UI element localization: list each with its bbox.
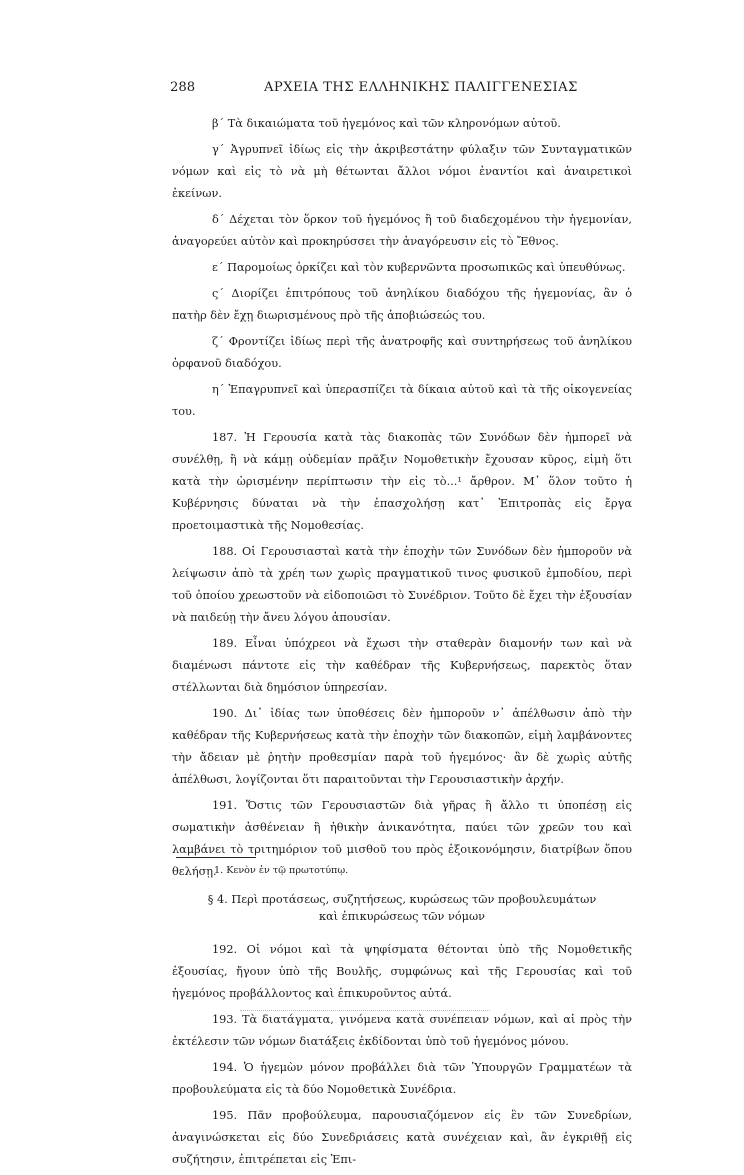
article-paragraph: 193. Τὰ διατάγματα, γινόμενα κατὰ συνέπειαν νόμων, καὶ αἱ πρὸς τὴν ἐκτέλεσιν τῶν νόμων διατάξεις ἐκδίδονται ὑπὸ τοῦ ἡγεμόνος μόνου. <box>172 1013 632 1048</box>
list-item: ε΄ Παρομοίως ὁρκίζει καὶ τὸν κυβερνῶντα προσωπικῶς καὶ ὑπευθύνως. <box>212 261 626 274</box>
running-title: ΑΡΧΕΙΑ ΤΗΣ ΕΛΛΗΝΙΚΗΣ ΠΑΛΙΓΓΕΝΕΣΙΑΣ <box>264 80 578 95</box>
article-paragraph: 187. Ἡ Γερουσία κατὰ τὰς διακοπὰς τῶν Συνόδων δὲν ἠμπορεῖ νὰ συνέλθῃ, ἢ νὰ κάμῃ οὐδεμίαν πρᾶξιν Νομοθετικὴν ἔχουσαν κῦρος, εἰμὴ ὅτι κατὰ τὴν ὡρισμένην περίπτωσιν τὴν εἰς τὸ...¹ ἄρθρον. Μ᾽ ὅλον τοῦτο ἡ Κυβέρνησις δύναται νὰ τὴν ἐπασχολήσῃ κατ᾽ Ἐπιτροπὰς εἰς ἔργα προετοιμαστικὰ τῆς Νομοθεσίας. <box>172 431 632 532</box>
list-item: β΄ Τὰ δικαιώματα τοῦ ἡγεμόνος καὶ τῶν κληρονόμων αὐτοῦ. <box>212 117 561 130</box>
article-paragraph: 194. Ὁ ἡγεμὼν μόνον προβάλλει διὰ τῶν Ὑπουργῶν Γραμματέων τὰ προβουλεύματα εἰς τὰ δύο Νομοθετικὰ Συνέδρια. <box>172 1061 632 1096</box>
section-heading-line: καὶ ἐπικυρώσεως τῶν νόμων <box>318 910 486 923</box>
article-paragraph: 190. Δι᾽ ἰδίας των ὑποθέσεις δὲν ἠμποροῦν ν᾽ ἀπέλθωσιν ἀπὸ τὴν καθέδραν τῆς Κυβερνήσεως κατὰ τὴν ἐποχὴν τῶν διακοπῶν, εἰμὴ λαμβάνοντες τὴν ἄδειαν μὲ ῥητὴν προθεσμίαν παρὰ τοῦ ἡγεμόνος· ἂν δὲ χωρὶς αὐτῆς ἀπέλθωσι, λογίζονται ὅτι παραιτοῦνται τὴν Γερουσιαστικὴν ἀρχήν. <box>172 707 632 786</box>
list-item: γ΄ Ἀγρυπνεῖ ἰδίως εἰς τὴν ἀκριβεστάτην φύλαξιν τῶν Συνταγματικῶν νόμων καὶ εἰς τὸ νὰ μὴ θέτωνται ἄλλοι νόμοι ἐναντίοι καὶ ἀναιρετικοὶ ἐκείνων. <box>172 143 632 200</box>
list-item: δ΄ Δέχεται τὸν ὅρκον τοῦ ἡγεμόνος ἢ τοῦ διαδεχομένου τὴν ἡγεμονίαν, ἀναγορεύει αὐτὸν καὶ προκηρύσσει τὴν ἀναγόρευσιν εἰς τὸ Ἔθνος. <box>172 213 632 248</box>
footnote: 1. Κενὸν ἐν τῷ πρωτοτύπῳ. <box>214 865 349 876</box>
list-item: η΄ Ἐπαγρυπνεῖ καὶ ὑπερασπίζει τὰ δίκαια αὐτοῦ καὶ τὰ τῆς οἰκογενείας του. <box>172 383 632 418</box>
page-header <box>170 80 640 100</box>
section-heading-line: § 4. Περὶ προτάσεως, συζητήσεως, κυρώσεως τῶν προβουλευμάτων <box>207 893 597 906</box>
article-paragraph: 192. Οἱ νόμοι καὶ τὰ ψηφίσματα θέτονται ὑπὸ τῆς Νομοθετικῆς ἐξουσίας, ἤγουν ὑπὸ τῆς Βουλῆς, συμφώνως καὶ τῆς Γερουσίας καὶ τοῦ ἡγεμόνος προβάλλοντος καὶ ἐπικυροῦντος αὐτά. <box>172 943 632 1000</box>
article-paragraph: 188. Οἱ Γερουσιασταὶ κατὰ τὴν ἐποχὴν τῶν Συνόδων δὲν ἠμποροῦν νὰ λείψωσιν ἀπὸ τὰ χρέη των χωρὶς πραγματικοῦ τινος φυσικοῦ ἐμποδίου, περὶ τοῦ ὁποίου χρεωστοῦν νὰ εἰδοποιῶσι τὸ Συνέδριον. Τοῦτο δὲ ἔχει τὴν ἐξουσίαν νὰ παιδεύῃ τὴν ἄνευ λόγου ἀπουσίαν. <box>172 545 632 624</box>
section-heading <box>172 891 632 925</box>
article-paragraph: 191. Ὅστις τῶν Γερουσιαστῶν διὰ γῆρας ἢ ἄλλο τι ὑποπέσῃ εἰς σωματικὴν ἀσθένειαν ἢ ἠθικὴν ἀνικανότητα, παύει τῶν χρεῶν του καὶ λαμβάνει τὸ τριτημόριον τοῦ μισθοῦ του πρὸς ἐξοικονόμησιν, διατρίβων ὅπου θελήσῃ. <box>172 799 632 878</box>
page-number: 288 <box>170 80 196 95</box>
list-item: ς΄ Διορίζει ἐπιτρόπους τοῦ ἀνηλίκου διαδόχου τῆς ἡγεμονίας, ἂν ὁ πατὴρ δὲν ἔχῃ διωρισμένους πρὸ τῆς ἀποβιώσεώς του. <box>172 287 632 322</box>
list-item: ζ΄ Φροντίζει ἰδίως περὶ τῆς ἀνατροφῆς καὶ συντηρήσεως τοῦ ἀνηλίκου ὀρφανοῦ διαδόχου. <box>172 335 632 370</box>
article-paragraph: 195. Πᾶν προβούλευμα, παρουσιαζόμενον εἰς ἓν τῶν Συνεδρίων, ἀναγινώσκεται εἰς δύο Συνεδριάσεις κατὰ συνέχειαν καὶ, ἂν ἐγκριθῇ εἰς συζήτησιν, ἐπιτρέπεται εἰς Ἐπι- <box>172 1109 632 1166</box>
footnote-divider <box>176 857 256 858</box>
article-paragraph: 189. Εἶναι ὑπόχρεοι νὰ ἔχωσι τὴν σταθερὰν διαμονήν των καὶ νὰ διαμένωσι πάντοτε εἰς τὴν καθέδραν τῆς Κυβερνήσεως, παρεκτὸς ὅταν στέλλωνται διὰ δημόσιον ὑπηρεσίαν. <box>172 637 632 694</box>
main-text <box>172 113 632 1175</box>
scan-artifact-line <box>240 1010 490 1011</box>
